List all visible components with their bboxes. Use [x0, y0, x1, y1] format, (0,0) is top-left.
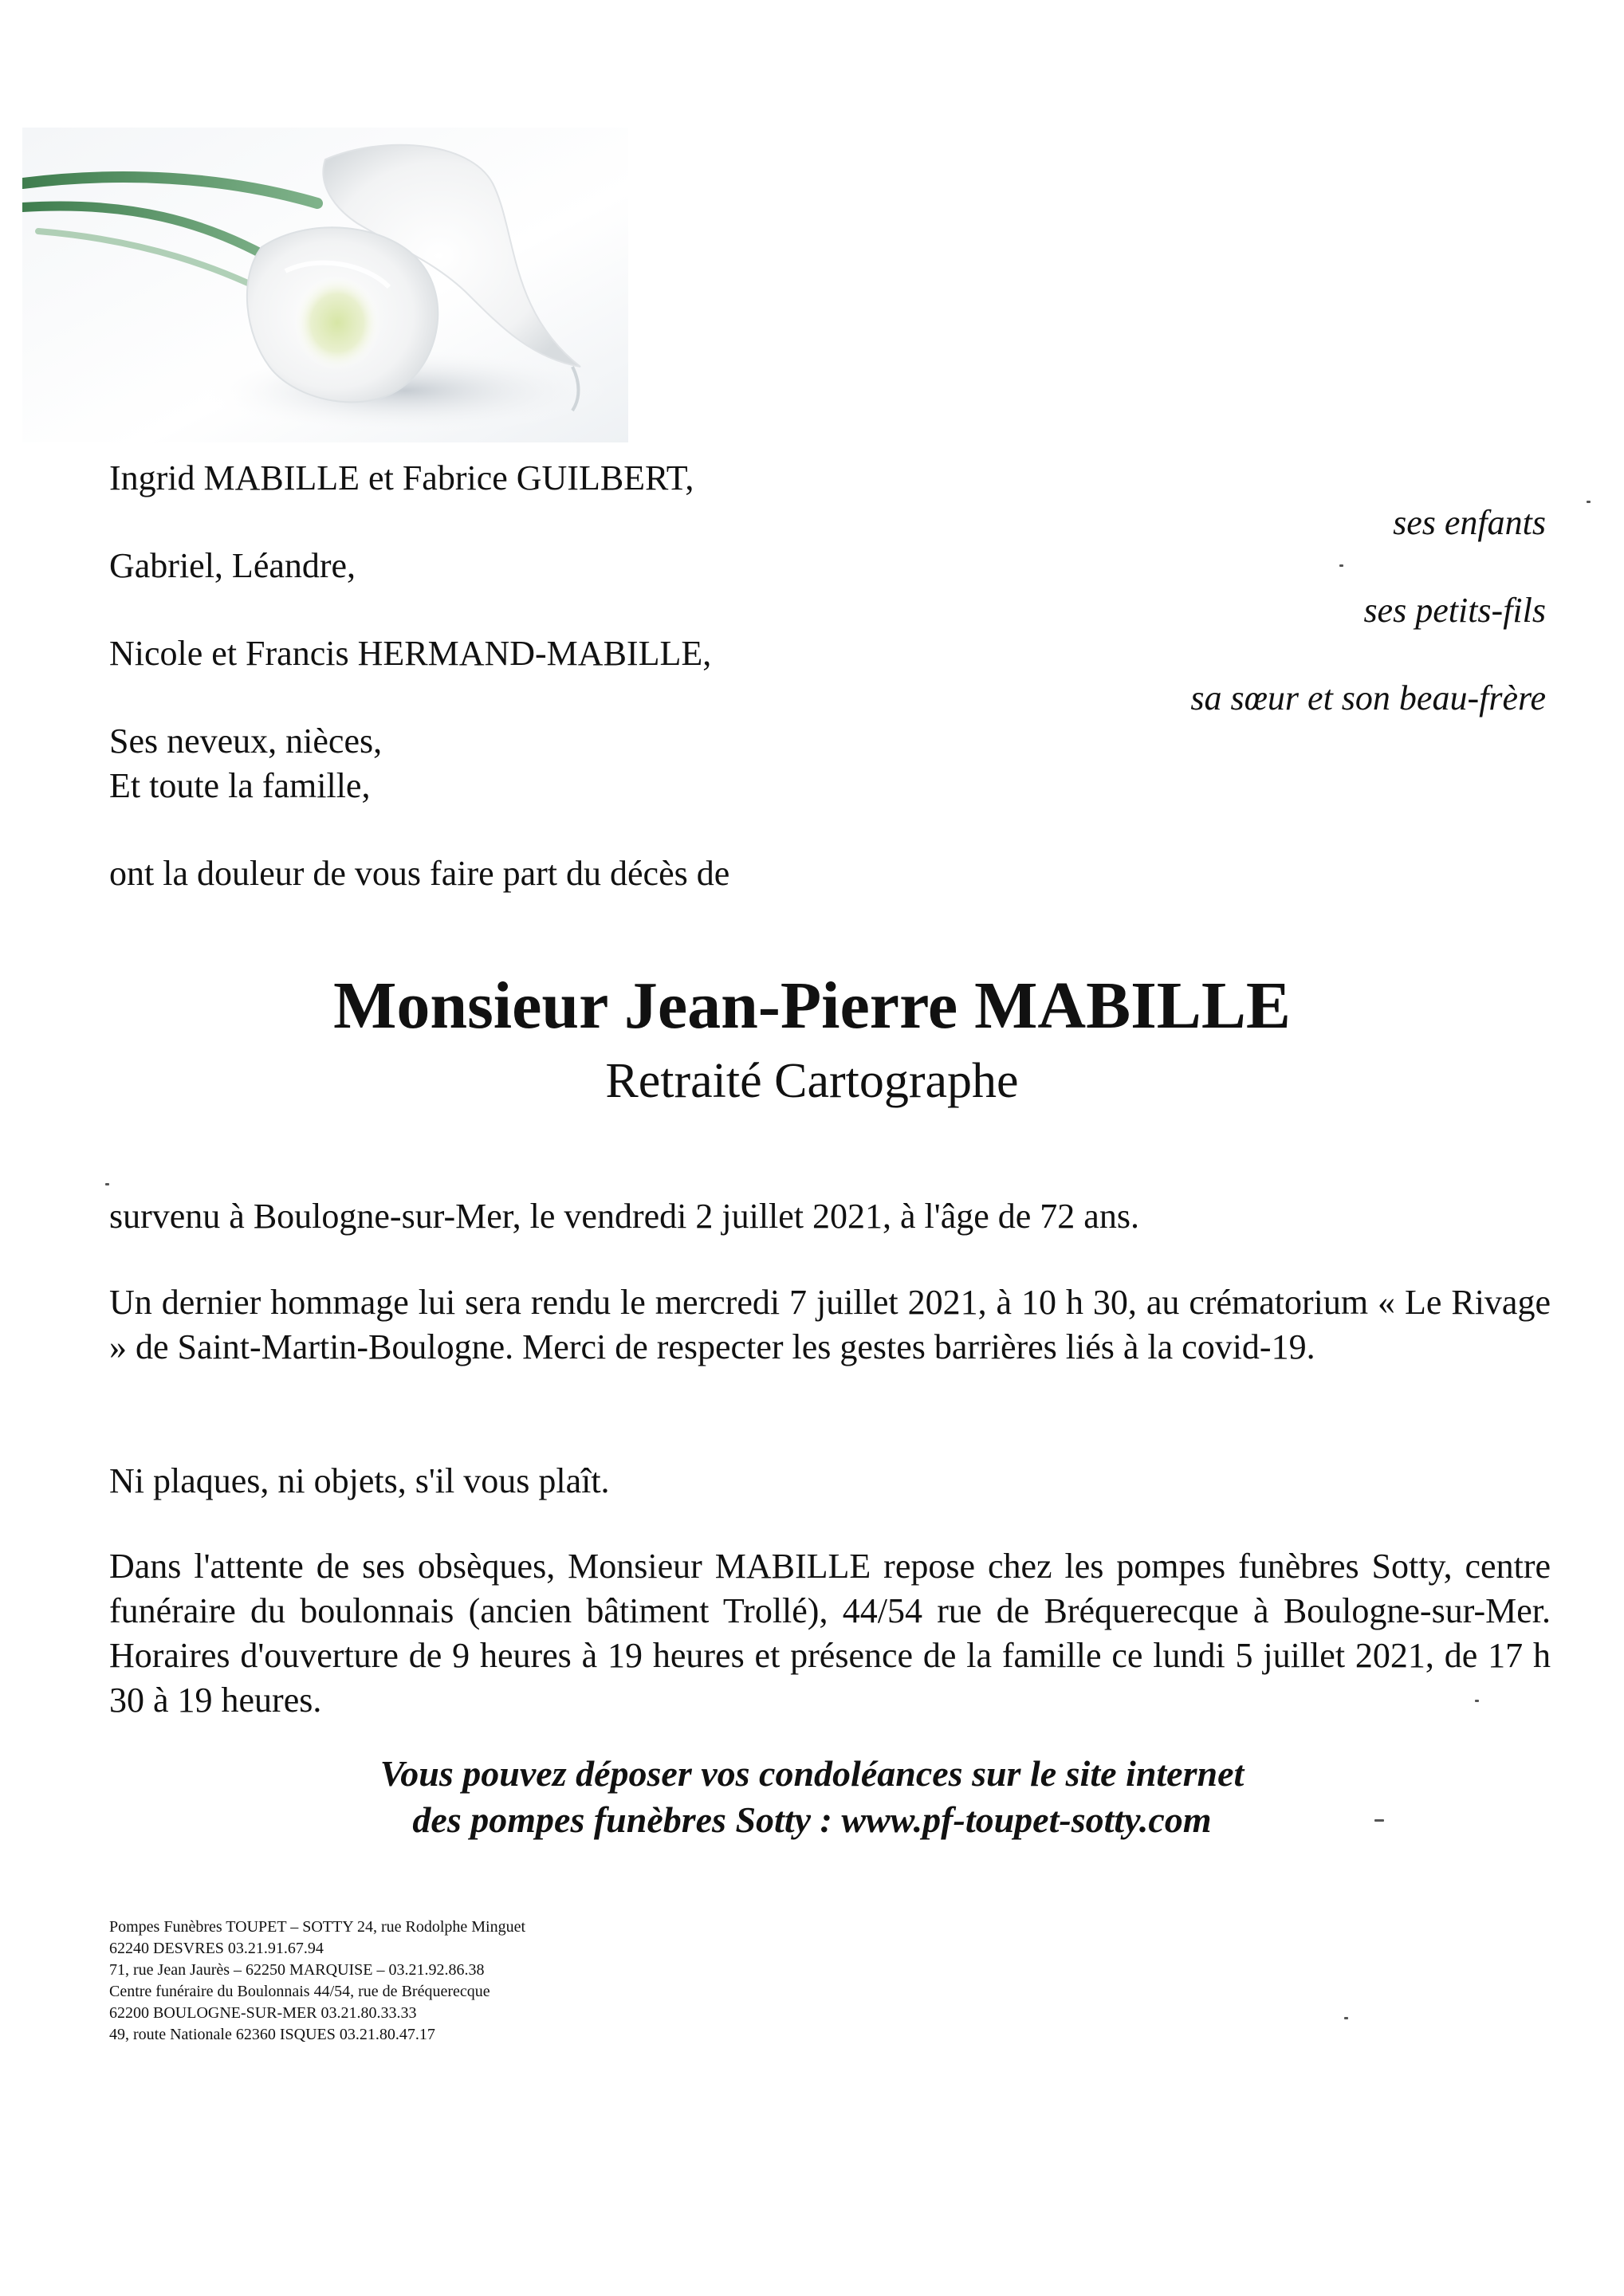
relation-sister: sa sœur et son beau-frère [1190, 678, 1546, 718]
footer-line: 62200 BOULOGNE-SUR-MER 03.21.80.33.33 [109, 2004, 417, 2022]
death-paragraph: survenu à Boulogne-sur-Mer, le vendredi 2 juillet 2021, à l'âge de 72 ans. [109, 1197, 1139, 1236]
no-flowers-paragraph: Ni plaques, ni objets, s'il vous plaît. [109, 1461, 610, 1500]
condolences-line-1: Vous pouvez déposer vos condoléances sur le site internet [379, 1753, 1245, 1794]
scan-speck [1587, 501, 1591, 503]
announcement: ont la douleur de vous faire part du décès de [109, 854, 730, 893]
family-line-children: Ingrid MABILLE et Fabrice GUILBERT, [109, 458, 694, 497]
deceased-title: Retraité Cartographe [605, 1054, 1019, 1108]
condolences-notice [0, 1751, 1624, 1843]
condolences-line-2: des pompes funèbres Sotty : www.pf-toupet-sotty.com [412, 1799, 1212, 1840]
funeral-home-footer [109, 1917, 525, 2046]
scan-speck [105, 1183, 109, 1185]
footer-line: 71, rue Jean Jaurès – 62250 MARQUISE – 03.21.92.86.38 [109, 1961, 485, 1979]
visitation-paragraph: Dans l'attente de ses obsèques, Monsieur MABILLE repose chez les pompes funèbres Sotty, centre funéraire du boulonnais (ancien bâtiment Trollé), 44/54 rue de Bréquerecque à Boulogne-sur-Mer. Horaires d'ouverture de 9 heures à 19 heures et présence de la famille ce lundi 5 juillet 2021, de 17 h 30 à 19 heures. [109, 1547, 1551, 1720]
footer-line: 62240 DESVRES 03.21.91.67.94 [109, 1940, 324, 1957]
footer-line: Pompes Funèbres TOUPET – SOTTY 24, rue Rodolphe Minguet [109, 1918, 526, 1936]
scan-speck [1374, 1819, 1384, 1822]
footer-line: Centre funéraire du Boulonnais 44/54, rue de Bréquerecque [109, 1983, 490, 2000]
relation-grandchildren: ses petits-fils [1363, 591, 1546, 630]
family-line-family: Et toute la famille, [109, 766, 371, 805]
calla-lily-icon [22, 128, 628, 442]
family-line-nephews: Ses neveux, nièces, [109, 721, 383, 761]
family-line-sister: Nicole et Francis HERMAND-MABILLE, [109, 634, 712, 673]
scan-speck [1339, 564, 1343, 567]
scan-speck [1344, 2017, 1348, 2019]
deceased-name: Monsieur Jean-Pierre MABILLE [333, 969, 1291, 1043]
footer-line: 49, route Nationale 62360 ISQUES 03.21.80.47.17 [109, 2026, 435, 2043]
family-line-grandchildren: Gabriel, Léandre, [109, 546, 356, 585]
relation-children: ses enfants [1393, 503, 1546, 542]
tribute-paragraph: Un dernier hommage lui sera rendu le mercredi 7 juillet 2021, à 10 h 30, au crématorium « Le Rivage » de Saint-Martin-Boulogne. Merci de respecter les gestes barrières liés à la covid-19. [109, 1283, 1551, 1366]
scan-speck [1475, 1700, 1479, 1702]
